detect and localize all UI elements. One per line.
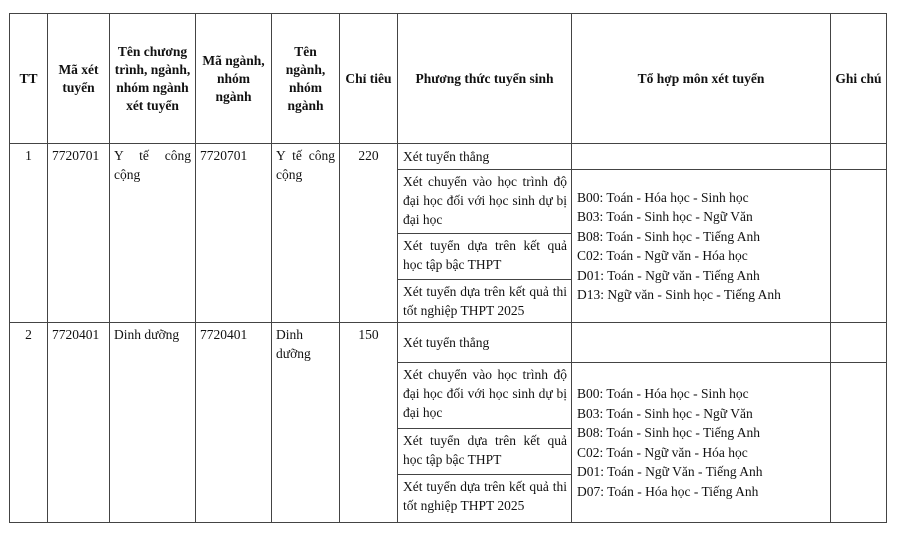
cell-combo-empty: [572, 323, 831, 363]
combo-item: B03: Toán - Sinh học - Ngữ Văn: [577, 209, 753, 224]
combo-item: D13: Ngữ văn - Sinh học - Tiếng Anh: [577, 287, 781, 302]
cell-ma-xet-tuyen: 7720401: [48, 323, 110, 523]
combo-item: B00: Toán - Hóa học - Sinh học: [577, 386, 749, 401]
cell-ghi-chu: [831, 170, 887, 323]
cell-combo-empty: [572, 144, 831, 170]
header-ten-nganh: Tên ngành, nhóm ngành: [272, 14, 340, 144]
cell-ghi-chu: [831, 363, 887, 523]
header-phuong-thuc: Phương thức tuyển sinh: [398, 14, 572, 144]
header-tt: TT: [10, 14, 48, 144]
table-row: [10, 144, 887, 170]
cell-method: Xét tuyển thẳng: [398, 144, 572, 170]
cell-ten-chuong-trinh: Dinh dưỡng: [110, 323, 196, 523]
cell-ten-nganh: Y tế công cộng: [272, 144, 340, 323]
combo-item: D01: Toán - Ngữ văn - Tiếng Anh: [577, 267, 760, 283]
cell-method: Xét tuyển dựa trên kết quả thi tốt nghiệp THPT 2025: [398, 475, 572, 523]
header-chi-tieu: Chỉ tiêu: [340, 14, 398, 144]
cell-method: Xét tuyển thẳng: [398, 323, 572, 363]
header-ten-chuong-trinh: Tên chương trình, ngành, nhóm ngành xét tuyển: [110, 14, 196, 144]
table-row: [10, 323, 887, 363]
combo-item: C02: Toán - Ngữ văn - Hóa học: [577, 444, 748, 460]
cell-ma-nganh: 7720701: [196, 144, 272, 323]
cell-method: Xét tuyển dựa trên kết quả học tập bậc THPT: [398, 429, 572, 475]
cell-chi-tieu: 220: [340, 144, 398, 323]
header-ma-xet-tuyen: Mã xét tuyển: [48, 14, 110, 144]
cell-method: Xét tuyển dựa trên kết quả thi tốt nghiệp THPT 2025: [398, 280, 572, 323]
combo-item: B00: Toán - Hóa học - Sinh học: [577, 189, 749, 205]
cell-ghi-chu: [831, 144, 887, 170]
cell-combos: [572, 363, 831, 523]
header-row: [10, 14, 887, 144]
cell-method: Xét chuyển vào học trình độ đại học đối với học sinh dự bị đại học: [398, 363, 572, 429]
cell-method: Xét tuyển dựa trên kết quả học tập bậc THPT: [398, 234, 572, 280]
combo-item: B08: Toán - Sinh học - Tiếng Anh: [577, 425, 760, 440]
cell-tt: 2: [10, 323, 48, 523]
combo-item: B03: Toán - Sinh học - Ngữ Văn: [577, 405, 753, 421]
combo-item: C02: Toán - Ngữ văn - Hóa học: [577, 248, 748, 263]
cell-ten-chuong-trinh: Y tế công cộng: [110, 144, 196, 323]
cell-ghi-chu: [831, 323, 887, 363]
cell-chi-tieu: 150: [340, 323, 398, 523]
header-ma-nganh: Mã ngành, nhóm ngành: [196, 14, 272, 144]
header-ghi-chu: Ghi chú: [831, 14, 887, 144]
combo-item: D07: Toán - Hóa học - Tiếng Anh: [577, 483, 759, 499]
combo-item: B08: Toán - Sinh học - Tiếng Anh: [577, 228, 760, 244]
cell-combos: [572, 170, 831, 323]
cell-ten-nganh: Dinh dưỡng: [272, 323, 340, 523]
cell-ma-nganh: 7720401: [196, 323, 272, 523]
header-to-hop: Tổ hợp môn xét tuyển: [572, 14, 831, 144]
cell-method: Xét chuyển vào học trình độ đại học đối với học sinh dự bị đại học: [398, 170, 572, 234]
cell-ma-xet-tuyen: 7720701: [48, 144, 110, 323]
combo-item: D01: Toán - Ngữ Văn - Tiếng Anh: [577, 464, 763, 479]
cell-tt: 1: [10, 144, 48, 323]
admission-table: [9, 13, 887, 523]
